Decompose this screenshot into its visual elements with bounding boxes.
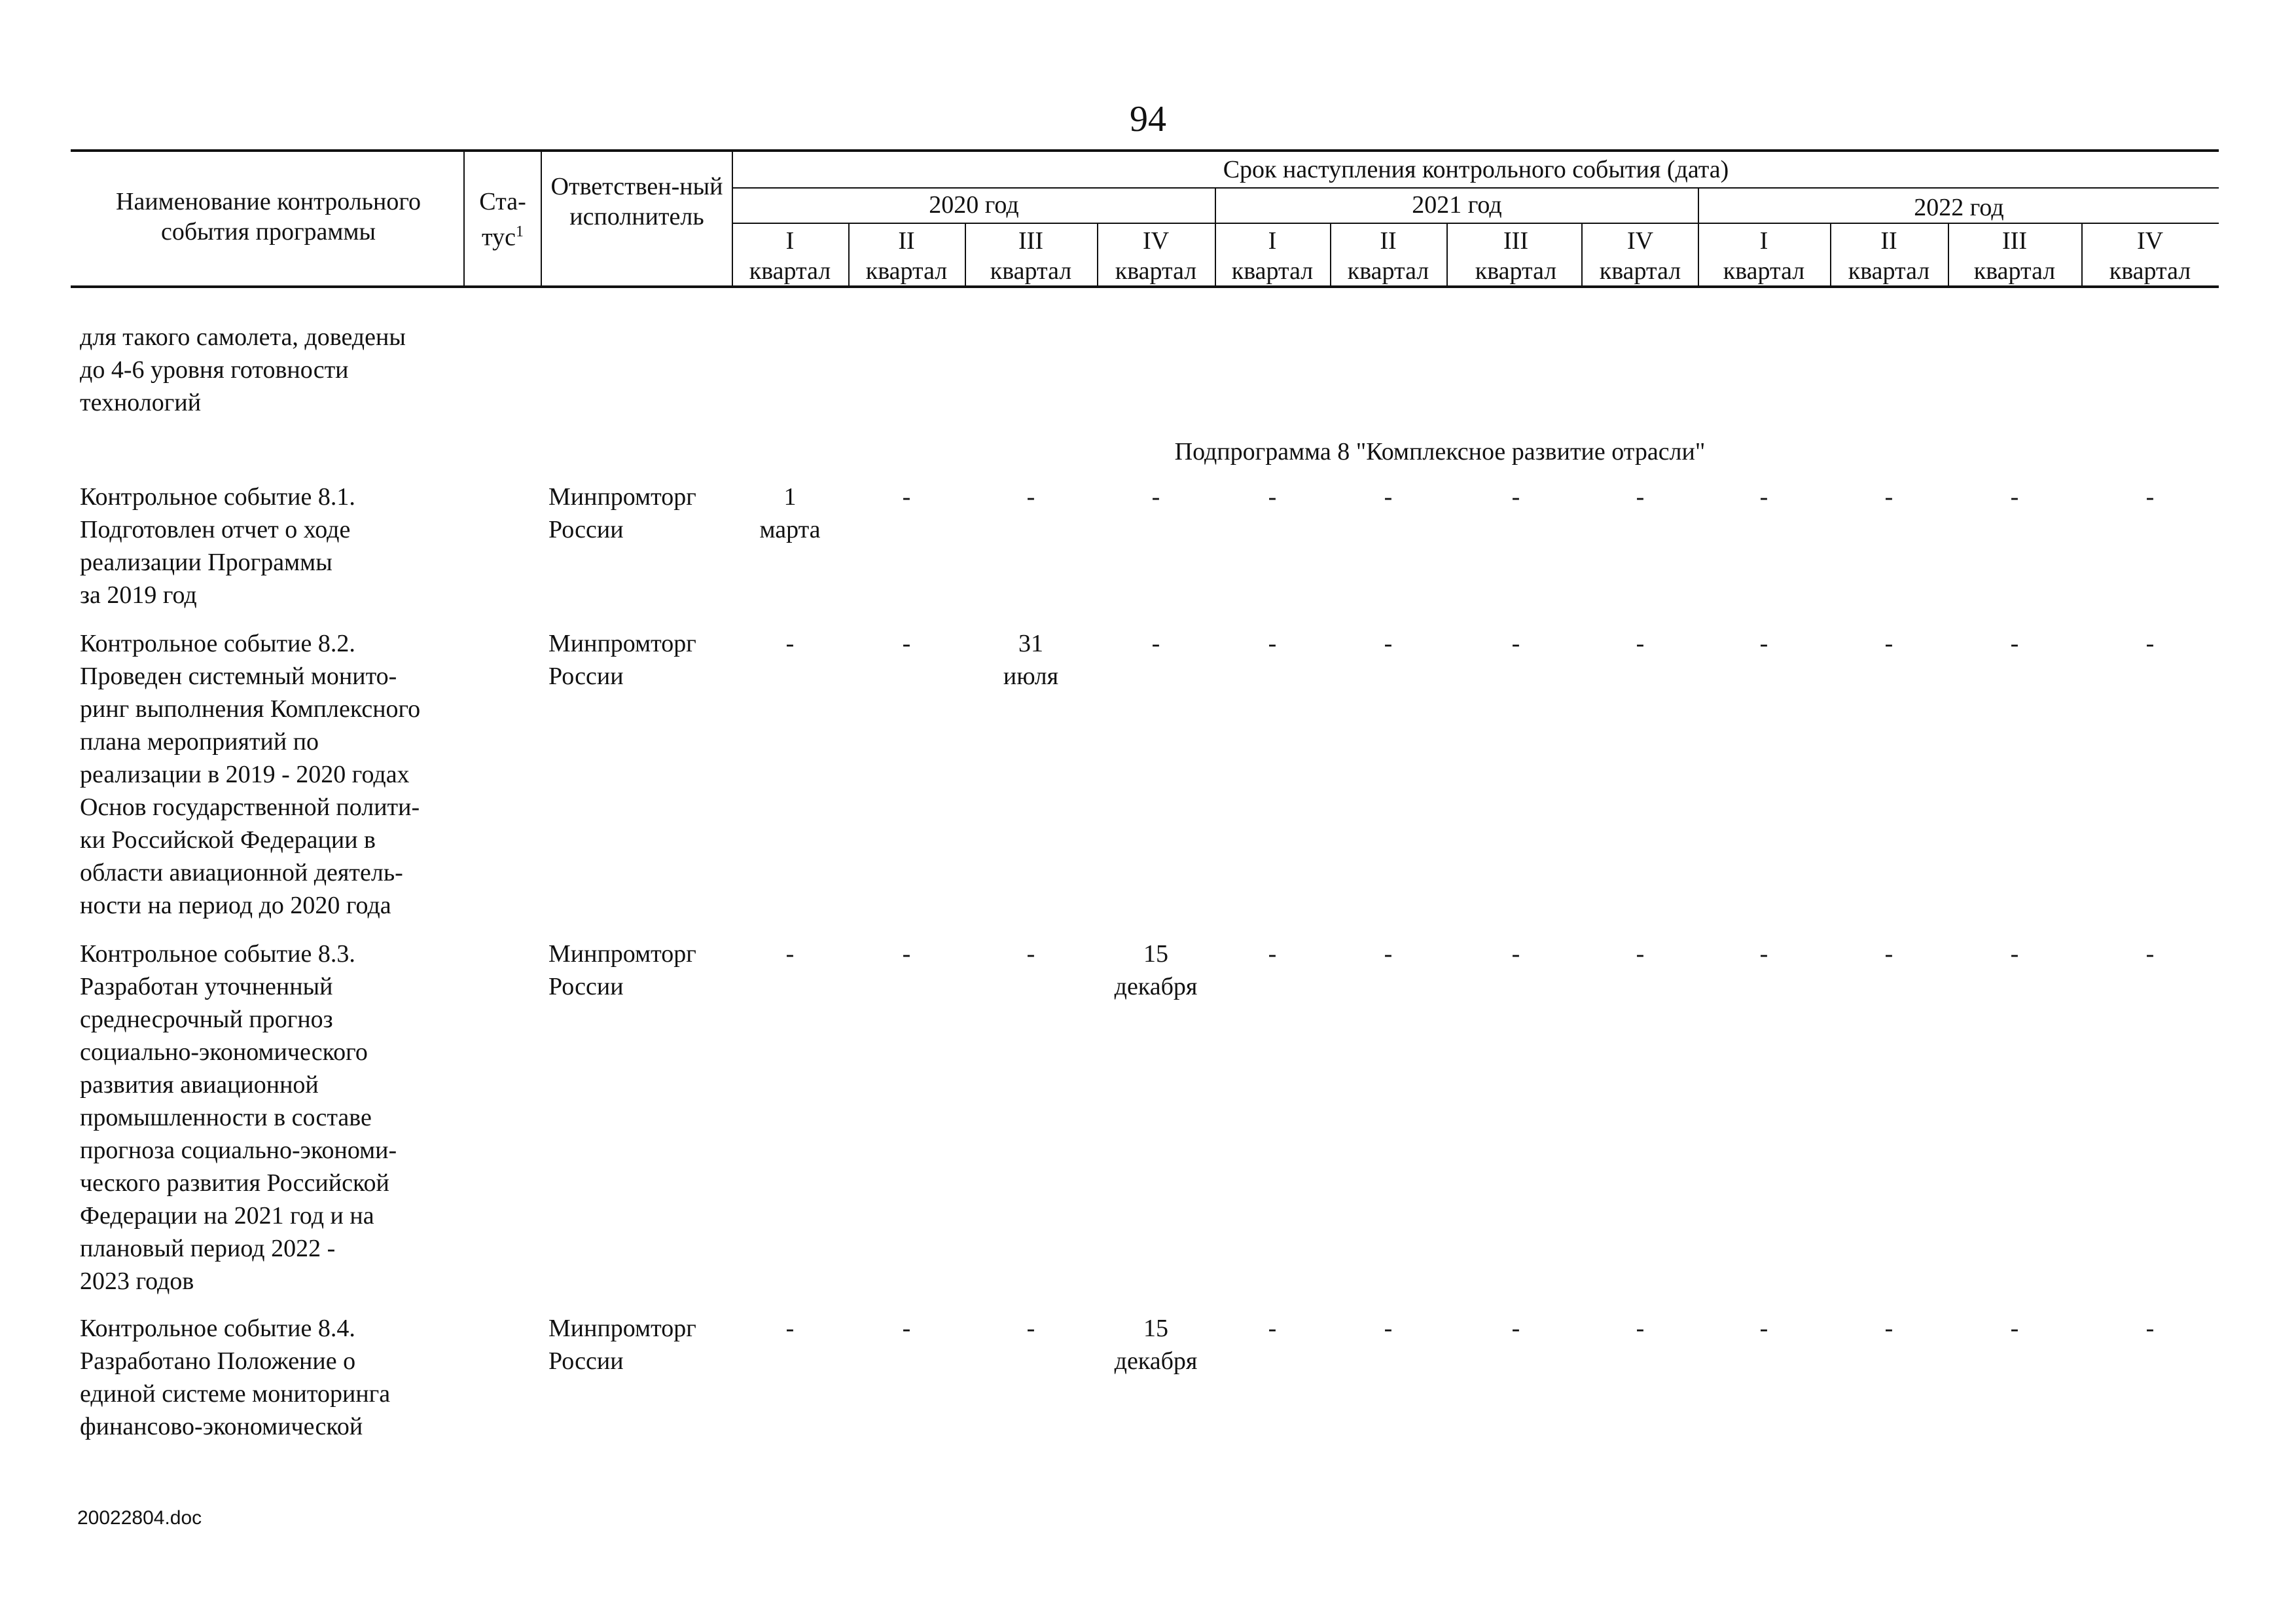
quarter-value — [1956, 1312, 2073, 1345]
event-name-line: реализации в 2019 - 2020 годах — [80, 761, 410, 788]
quarter-value — [972, 627, 1090, 693]
quarter-value — [1830, 627, 1948, 660]
status-footnote-mark: 1 — [515, 223, 524, 240]
quarter-value — [1581, 1312, 1699, 1345]
quarter-word: квартал — [865, 257, 948, 285]
quarter-value — [1329, 1312, 1447, 1345]
quarter-value-text: - — [1759, 630, 1768, 657]
quarter-value-text: - — [2145, 1315, 2155, 1342]
quarter-value-text: - — [785, 1315, 795, 1342]
event-responsible: Минпромторг — [548, 630, 696, 657]
quarter-value — [731, 938, 849, 970]
quarter-value-text: - — [1759, 483, 1768, 511]
quarter-header — [1210, 226, 1335, 286]
event-responsible: России — [548, 516, 624, 543]
quarter-value — [731, 627, 849, 660]
quarter-value-text: - — [1384, 940, 1393, 968]
quarter-value — [1956, 938, 2073, 970]
event-responsible: России — [548, 1347, 624, 1375]
quarter-value — [972, 938, 1090, 970]
quarter-numeral: IV — [1626, 227, 1654, 255]
event-name-line: прогноза социально-экономи- — [80, 1137, 397, 1164]
quarter-value — [848, 481, 965, 513]
quarter-value-text: - — [902, 940, 911, 968]
quarter-value — [731, 1312, 849, 1345]
quarter-word: квартал — [1599, 257, 1681, 285]
quarter-header — [1952, 226, 2077, 286]
quarter-value — [2091, 627, 2209, 660]
event-responsible: России — [548, 973, 624, 1000]
event-name-line: области авиационной деятель- — [80, 859, 403, 886]
quarter-header — [969, 226, 1093, 286]
quarter-value — [1705, 938, 1823, 970]
quarter-value — [1581, 627, 1699, 660]
event-name-line: ности на период до 2020 года — [80, 892, 391, 919]
quarter-value-text: 31 — [1018, 630, 1043, 657]
quarter-value — [1457, 481, 1575, 513]
quarter-word: квартал — [1475, 257, 1557, 285]
quarter-value-text: - — [1268, 940, 1277, 968]
quarter-value-text: - — [1268, 1315, 1277, 1342]
quarter-value — [1457, 627, 1575, 660]
quarter-numeral: III — [2002, 227, 2027, 255]
quarter-value-text: - — [2010, 940, 2019, 968]
quarter-numeral: III — [1018, 227, 1043, 255]
event-name-line: Разработано Положение о — [80, 1347, 356, 1375]
quarter-value-text: - — [1511, 630, 1520, 657]
quarter-numeral: I — [1268, 227, 1277, 255]
quarter-numeral: IV — [1142, 227, 1170, 255]
event-name-line: Контрольное событие 8.4. — [80, 1315, 355, 1342]
quarter-value-text: - — [2145, 630, 2155, 657]
quarter-value — [1956, 627, 2073, 660]
quarter-value — [731, 481, 849, 546]
quarter-value — [1457, 938, 1575, 970]
quarter-value-text: декабря — [1114, 1347, 1198, 1375]
event-name-line: Основ государственной полити- — [80, 793, 420, 821]
event-name-line: плановый период 2022 - — [80, 1235, 336, 1262]
quarter-value-text: - — [2010, 630, 2019, 657]
event-name-line: ки Российской Федерации в — [80, 826, 376, 854]
quarter-value — [972, 481, 1090, 513]
quarter-header — [2088, 226, 2212, 286]
quarter-header — [1702, 226, 1826, 286]
header-year-2020: 2020 год — [929, 191, 1019, 219]
quarter-value — [1705, 481, 1823, 513]
quarter-value — [1956, 481, 2073, 513]
quarter-value — [1830, 481, 1948, 513]
quarter-numeral: II — [898, 227, 915, 255]
quarter-word: квартал — [1231, 257, 1314, 285]
quarter-value-text: - — [1268, 483, 1277, 511]
quarter-header — [1454, 226, 1578, 286]
quarter-numeral: I — [1759, 227, 1768, 255]
quarter-word: квартал — [749, 257, 831, 285]
continuation-line: для такого самолета, доведены — [80, 323, 406, 351]
quarter-word: квартал — [1347, 257, 1429, 285]
quarter-value-text: - — [1026, 940, 1035, 968]
quarter-header — [1094, 226, 1218, 286]
quarter-value-text: - — [1511, 1315, 1520, 1342]
quarter-value-text: - — [1884, 630, 1893, 657]
event-name-line: Контрольное событие 8.1. — [80, 483, 355, 511]
quarter-value — [1097, 627, 1215, 660]
event-name-line: плана мероприятий по — [80, 728, 319, 756]
quarter-header — [1827, 226, 1951, 286]
quarter-word: квартал — [1848, 257, 1930, 285]
quarter-value-text: - — [1636, 1315, 1645, 1342]
header-year-2022: 2022 год — [1914, 194, 2004, 221]
footer-document-code: 20022804.doc — [77, 1507, 202, 1529]
event-name-line: единой системе мониторинга — [80, 1380, 391, 1408]
quarter-value-text: - — [1268, 630, 1277, 657]
quarter-value-text: - — [2010, 1315, 2019, 1342]
event-name-line: 2023 годов — [80, 1267, 194, 1295]
quarter-value-text: - — [1384, 630, 1393, 657]
quarter-value-text: - — [1026, 1315, 1035, 1342]
quarter-header — [844, 226, 969, 286]
quarter-value-text: - — [2145, 940, 2155, 968]
quarter-value-text: - — [1636, 483, 1645, 511]
quarter-word: квартал — [1723, 257, 1805, 285]
quarter-value-text: - — [785, 630, 795, 657]
quarter-word: квартал — [1973, 257, 2056, 285]
page-number: 94 — [1130, 99, 1166, 139]
continuation-line: до 4-6 уровня готовности — [80, 356, 349, 384]
quarter-value-text: - — [1384, 1315, 1393, 1342]
event-name-line: Разработан уточненный — [80, 973, 333, 1000]
quarter-value-text: - — [1636, 940, 1645, 968]
quarter-value-text: - — [902, 483, 911, 511]
quarter-value-text: - — [1759, 1315, 1768, 1342]
quarter-value — [1329, 627, 1447, 660]
event-name-line: ринг выполнения Комплексного — [80, 695, 421, 723]
quarter-value-text: 15 — [1143, 1315, 1168, 1342]
quarter-numeral: II — [1380, 227, 1397, 255]
event-responsible: Минпромторг — [548, 483, 696, 511]
quarter-value-text: 1 — [783, 483, 797, 511]
event-name-line: за 2019 год — [80, 581, 197, 609]
quarter-value-text: - — [1151, 630, 1160, 657]
quarter-value-text: - — [1759, 940, 1768, 968]
event-name-line: финансово-экономической — [80, 1413, 363, 1440]
quarter-value-text: - — [1384, 483, 1393, 511]
header-name-column: Наименование контрольного события программы — [116, 188, 421, 246]
quarter-value — [972, 1312, 1090, 1345]
quarter-word: квартал — [1115, 257, 1197, 285]
quarter-value-text: марта — [759, 516, 821, 543]
quarter-value-text: - — [1026, 483, 1035, 511]
event-responsible: России — [548, 663, 624, 690]
quarter-value-text: - — [1511, 483, 1520, 511]
header-status-column — [466, 187, 539, 253]
quarter-value-text: - — [1884, 483, 1893, 511]
quarter-value-text: июля — [1003, 663, 1059, 690]
continuation-line: технологий — [80, 389, 202, 416]
quarter-value — [1705, 1312, 1823, 1345]
subprogram-title: Подпрограмма 8 "Комплексное развитие отрасли" — [1174, 438, 1706, 465]
quarter-value — [1213, 627, 1331, 660]
event-name-line: Проведен системный монито- — [80, 663, 397, 690]
event-name-line: Федерации на 2021 год и на — [80, 1202, 374, 1230]
header-deadline-title: Срок наступления контрольного события (дата) — [1223, 156, 1729, 183]
header-year-2021: 2021 год — [1412, 191, 1502, 219]
quarter-value-text: - — [2145, 483, 2155, 511]
header-responsible-column: Ответствен-ный исполнитель — [550, 173, 723, 230]
event-responsible: Минпромторг — [548, 940, 696, 968]
quarter-value — [848, 627, 965, 660]
event-name-line: социально-экономического — [80, 1038, 368, 1066]
quarter-value-text: - — [1511, 940, 1520, 968]
quarter-value — [2091, 938, 2209, 970]
quarter-value-text: - — [785, 940, 795, 968]
quarter-value — [2091, 1312, 2209, 1345]
event-name-line: Контрольное событие 8.3. — [80, 940, 355, 968]
quarter-value — [1213, 938, 1331, 970]
event-name-line: промышленности в составе — [80, 1104, 372, 1131]
quarter-numeral: I — [785, 227, 795, 255]
quarter-value — [2091, 481, 2209, 513]
quarter-value-text: - — [1884, 940, 1893, 968]
quarter-numeral: IV — [2136, 227, 2164, 255]
quarter-value — [1213, 481, 1331, 513]
quarter-numeral: II — [1880, 227, 1897, 255]
quarter-value — [1329, 481, 1447, 513]
event-name-line: среднесрочный прогноз — [80, 1006, 333, 1033]
event-name-line: развития авиационной — [80, 1071, 319, 1099]
quarter-value — [1581, 938, 1699, 970]
event-name-line: Контрольное событие 8.2. — [80, 630, 355, 657]
quarter-word: квартал — [990, 257, 1072, 285]
quarter-value — [1457, 1312, 1575, 1345]
quarter-header — [1326, 226, 1450, 286]
quarter-value — [1830, 938, 1948, 970]
quarter-value — [1581, 481, 1699, 513]
event-name-line: Подготовлен отчет о ходе — [80, 516, 351, 543]
quarter-numeral: III — [1503, 227, 1528, 255]
quarter-value — [1097, 938, 1215, 1003]
status-label: Ста-тус — [479, 188, 526, 251]
quarter-value-text: - — [902, 1315, 911, 1342]
quarter-value-text: 15 — [1143, 940, 1168, 968]
quarter-value — [848, 1312, 965, 1345]
quarter-value-text: - — [1884, 1315, 1893, 1342]
quarter-value-text: - — [2010, 483, 2019, 511]
quarter-value — [1830, 1312, 1948, 1345]
quarter-value-text: - — [1636, 630, 1645, 657]
quarter-value-text: - — [1151, 483, 1160, 511]
quarter-header — [728, 226, 852, 286]
quarter-value — [1705, 627, 1823, 660]
event-name-line: реализации Программы — [80, 549, 332, 576]
quarter-value — [1213, 1312, 1331, 1345]
event-name-line: ческого развития Российской — [80, 1169, 389, 1197]
quarter-word: квартал — [2109, 257, 2191, 285]
quarter-value-text: декабря — [1114, 973, 1198, 1000]
quarter-value — [1097, 1312, 1215, 1377]
event-responsible: Минпромторг — [548, 1315, 696, 1342]
quarter-value — [1329, 938, 1447, 970]
quarter-header — [1578, 226, 1702, 286]
quarter-value — [848, 938, 965, 970]
quarter-value-text: - — [902, 630, 911, 657]
quarter-value — [1097, 481, 1215, 513]
